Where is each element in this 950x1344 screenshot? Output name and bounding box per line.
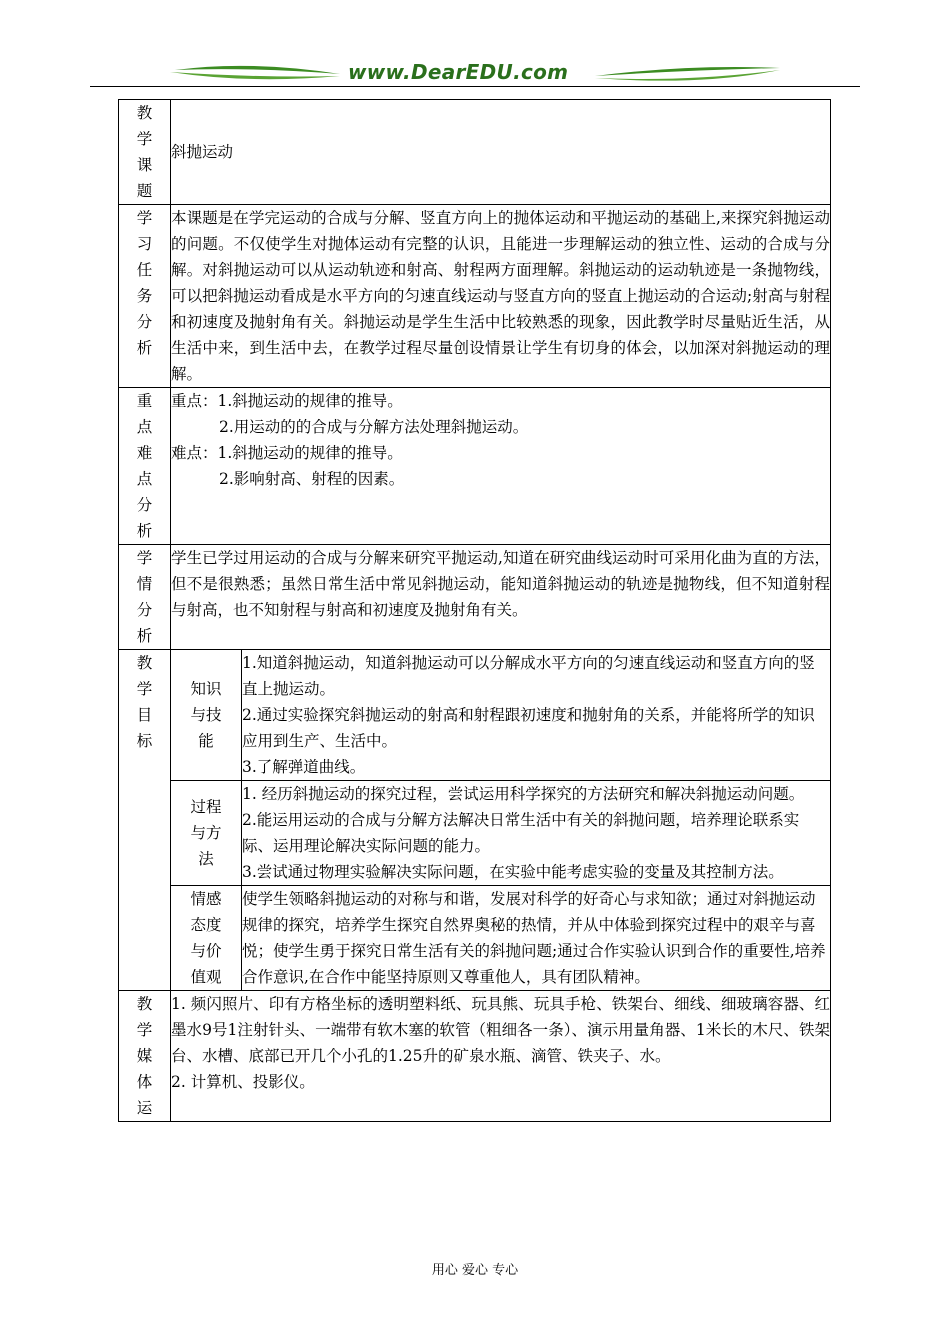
goals-table	[171, 650, 830, 990]
key-points	[171, 388, 831, 545]
label-process: 过程与方法	[171, 781, 242, 886]
lesson-title: 斜抛运动	[171, 100, 831, 205]
key-line: 2.用运动的的合成与分解方法处理斜抛运动。	[219, 418, 529, 436]
header-rule	[90, 86, 860, 87]
label-task: 学习任务分析	[119, 205, 171, 388]
media-line: 2. 计算机、投影仪。	[171, 1073, 315, 1091]
site-logo: www.DearEDU.com	[348, 60, 569, 84]
row-key	[119, 388, 831, 545]
label-emotion: 情感态度与价值观	[171, 886, 242, 991]
label-media: 教学媒体运	[119, 991, 171, 1122]
page-header	[90, 58, 860, 92]
goals-cell	[171, 650, 831, 991]
label-topic: 教学课题	[119, 100, 171, 205]
key-line: 2.影响射高、射程的因素。	[219, 470, 405, 488]
label-key: 重点难点分析	[119, 388, 171, 545]
goal-knowledge	[171, 650, 830, 781]
emotion-content: 使学生领略斜抛运动的对称与和谐，发展对科学的好奇心与求知欲；通过对斜抛运动规律的探究，培养学生探究自然界奥秘的热情，并从中体验到探究过程中的艰辛与喜悦；使学生勇于探究日常生活有关的斜抛问题;通过合作实验认识到合作的重要性,培养合作意识,在合作中能坚持原则又尊重他人，具有团队精神。	[242, 886, 831, 991]
row-task	[119, 205, 831, 388]
label-goals: 教学目标	[119, 650, 171, 991]
row-goals	[119, 650, 831, 991]
goal-line: 2.能运用运动的合成与分解方法解决日常生活中有关的斜抛问题，培养理论联系实际、运用理论解决实际问题的能力。	[242, 811, 800, 855]
media-line: 1. 频闪照片、印有方格坐标的透明塑料纸、玩具熊、玩具手枪、铁架台、细线、细玻璃容器、红墨水9号1注射针头、一端带有软木塞的软管（粗细各一条）、演示用量角器、1米长的木尺、铁架台、水槽、底部已开几个小孔的1.25升的矿泉水瓶、滴管、铁夹子、水。	[171, 995, 830, 1065]
goal-process	[171, 781, 830, 886]
lesson-plan-table	[118, 99, 831, 1122]
goal-line: 1.知道斜抛运动，知道斜抛运动可以分解成水平方向的匀速直线运动和竖直方向的竖直上抛运动。	[242, 654, 815, 698]
goal-emotion	[171, 886, 830, 991]
label-knowledge: 知识与技能	[171, 650, 242, 781]
goal-line: 1. 经历斜抛运动的探究过程，尝试运用科学探究的方法研究和解决斜抛运动问题。	[242, 785, 805, 803]
page-footer: 用心 爱心 专心	[431, 1263, 519, 1278]
row-media	[119, 991, 831, 1122]
task-analysis-text: 本课题是在学完运动的合成与分解、竖直方向上的抛体运动和平抛运动的基础上,来探究斜抛运动的问题。不仅使学生对抛体运动有完整的认识，且能进一步理解运动的独立性、运动的合成与分解。对斜抛运动可以从运动轨迹和射高、射程两方面理解。斜抛运动的运动轨迹是一条抛物线，可以把斜抛运动看成是水平方向的匀速直线运动与竖直方向的竖直上抛运动的合运动;射高与射程和初速度及抛射角有关。斜抛运动是学生生活中比较熟悉的现象，因此教学时尽量贴近生活，从生活中来，到生活中去，在教学过程尽量创设情景让学生有切身的体会，以加深对斜抛运动的理解。	[171, 205, 831, 388]
process-content	[242, 781, 831, 886]
media-content	[171, 991, 831, 1122]
label-learner: 学情分析	[119, 545, 171, 650]
knowledge-content	[242, 650, 831, 781]
goal-line: 3.尝试通过物理实验解决实际问题，在实验中能考虑实验的变量及其控制方法。	[242, 863, 784, 881]
goal-line: 2.通过实验探究斜抛运动的射高和射程跟初速度和抛射角的关系，并能将所学的知识应用到生产、生活中。	[242, 706, 815, 750]
key-line: 难点：1.斜抛运动的规律的推导。	[171, 444, 403, 462]
row-topic	[119, 100, 831, 205]
key-line: 重点：1.斜抛运动的规律的推导。	[171, 392, 403, 410]
goal-line: 3.了解弹道曲线。	[242, 758, 366, 776]
row-learner	[119, 545, 831, 650]
learner-analysis-text: 学生已学过用运动的合成与分解来研究平抛运动,知道在研究曲线运动时可采用化曲为直的方法，但不是很熟悉；虽然日常生活中常见斜抛运动，能知道斜抛运动的轨迹是抛物线，但不知道射程与射高，也不知射程与射高和初速度及抛射角有关。	[171, 545, 831, 650]
